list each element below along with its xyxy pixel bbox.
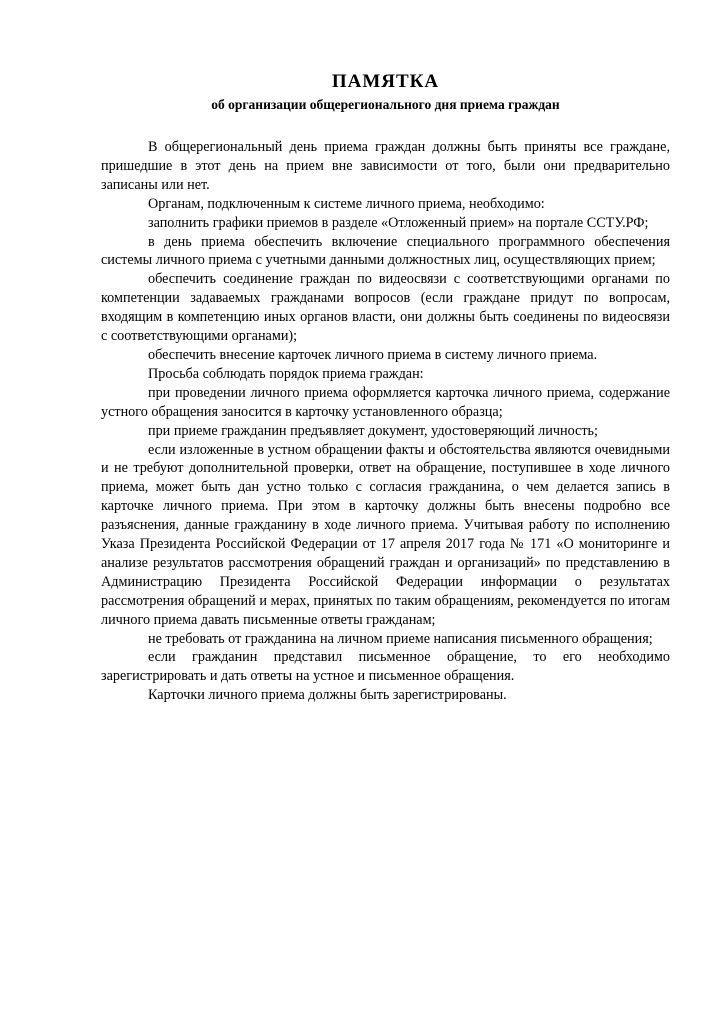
document-subtitle: об организации общерегионального дня приема граждан	[211, 97, 560, 112]
paragraph-13: Карточки личного приема должны быть зарегистрированы.	[148, 687, 507, 704]
paragraph-12: если гражданин представил письменное обращение, то его необходимо зарегистрировать и дать ответы на устное и письменное обращения.	[101, 649, 670, 685]
paragraph-4: в день приема обеспечить включение специального программного обеспечения системы личного приема с учетными данными должностных лиц, осуществляющих прием;	[101, 233, 670, 269]
paragraph-8: при проведении личного приема оформляется карточка личного приема, содержание устного обращения заносится в карточку установленного образца;	[101, 384, 670, 420]
paragraph-11: не требовать от гражданина на личном приеме написания письменного обращения;	[148, 630, 653, 647]
paragraph-9: при приеме гражданин предъявляет документ, удостоверяющий личность;	[148, 422, 598, 439]
document-body	[101, 138, 670, 705]
paragraph-3: заполнить графики приемов в разделе «Отложенный прием» на портале ССТУ.РФ;	[148, 214, 649, 231]
document-title: ПАМЯТКА	[331, 71, 440, 92]
paragraph-10: если изложенные в устном обращении факты и обстоятельства являются очевидными и не требуют дополнительной проверки, ответ на обращение, поступившее в ходе личного приема, может быть дан устно только с согласия гражданина, о чем делается запись в карточке личного приема. При этом в карточку должны быть внесены подробно все разъяснения, данные гражданину в ходе личного приема. Учитывая работу по исполнению Указа Президента Российской Федерации от 17 апреля 2017 года № 171 «О мониторинге и анализе результатов рассмотрения обращений граждан и организаций» по представлению в Администрацию Президента Российской Федерации информации о результатах рассмотрения обращений и мерах, принятых по таким обращениям, рекомендуется по итогам личного приема давать письменные ответы гражданам;	[101, 441, 670, 628]
paragraph-1: В общерегиональный день приема граждан должны быть приняты все граждане, пришедшие в этот день на прием вне зависимости от того, были они предварительно записаны или нет.	[101, 139, 670, 193]
paragraph-2: Органам, подключенным к системе личного приема, необходимо:	[148, 195, 545, 212]
paragraph-6: обеспечить внесение карточек личного приема в систему личного приема.	[148, 346, 598, 363]
paragraph-5: обеспечить соединение граждан по видеосвязи с соответствующими органами по компетенции задаваемых гражданами вопросов (если граждане придут по вопросам, входящим в компетенцию иных органов власти, они должны быть соединены по видеосвязи с соответствующими органами);	[101, 271, 670, 345]
paragraph-7: Просьба соблюдать порядок приема граждан:	[148, 365, 424, 382]
